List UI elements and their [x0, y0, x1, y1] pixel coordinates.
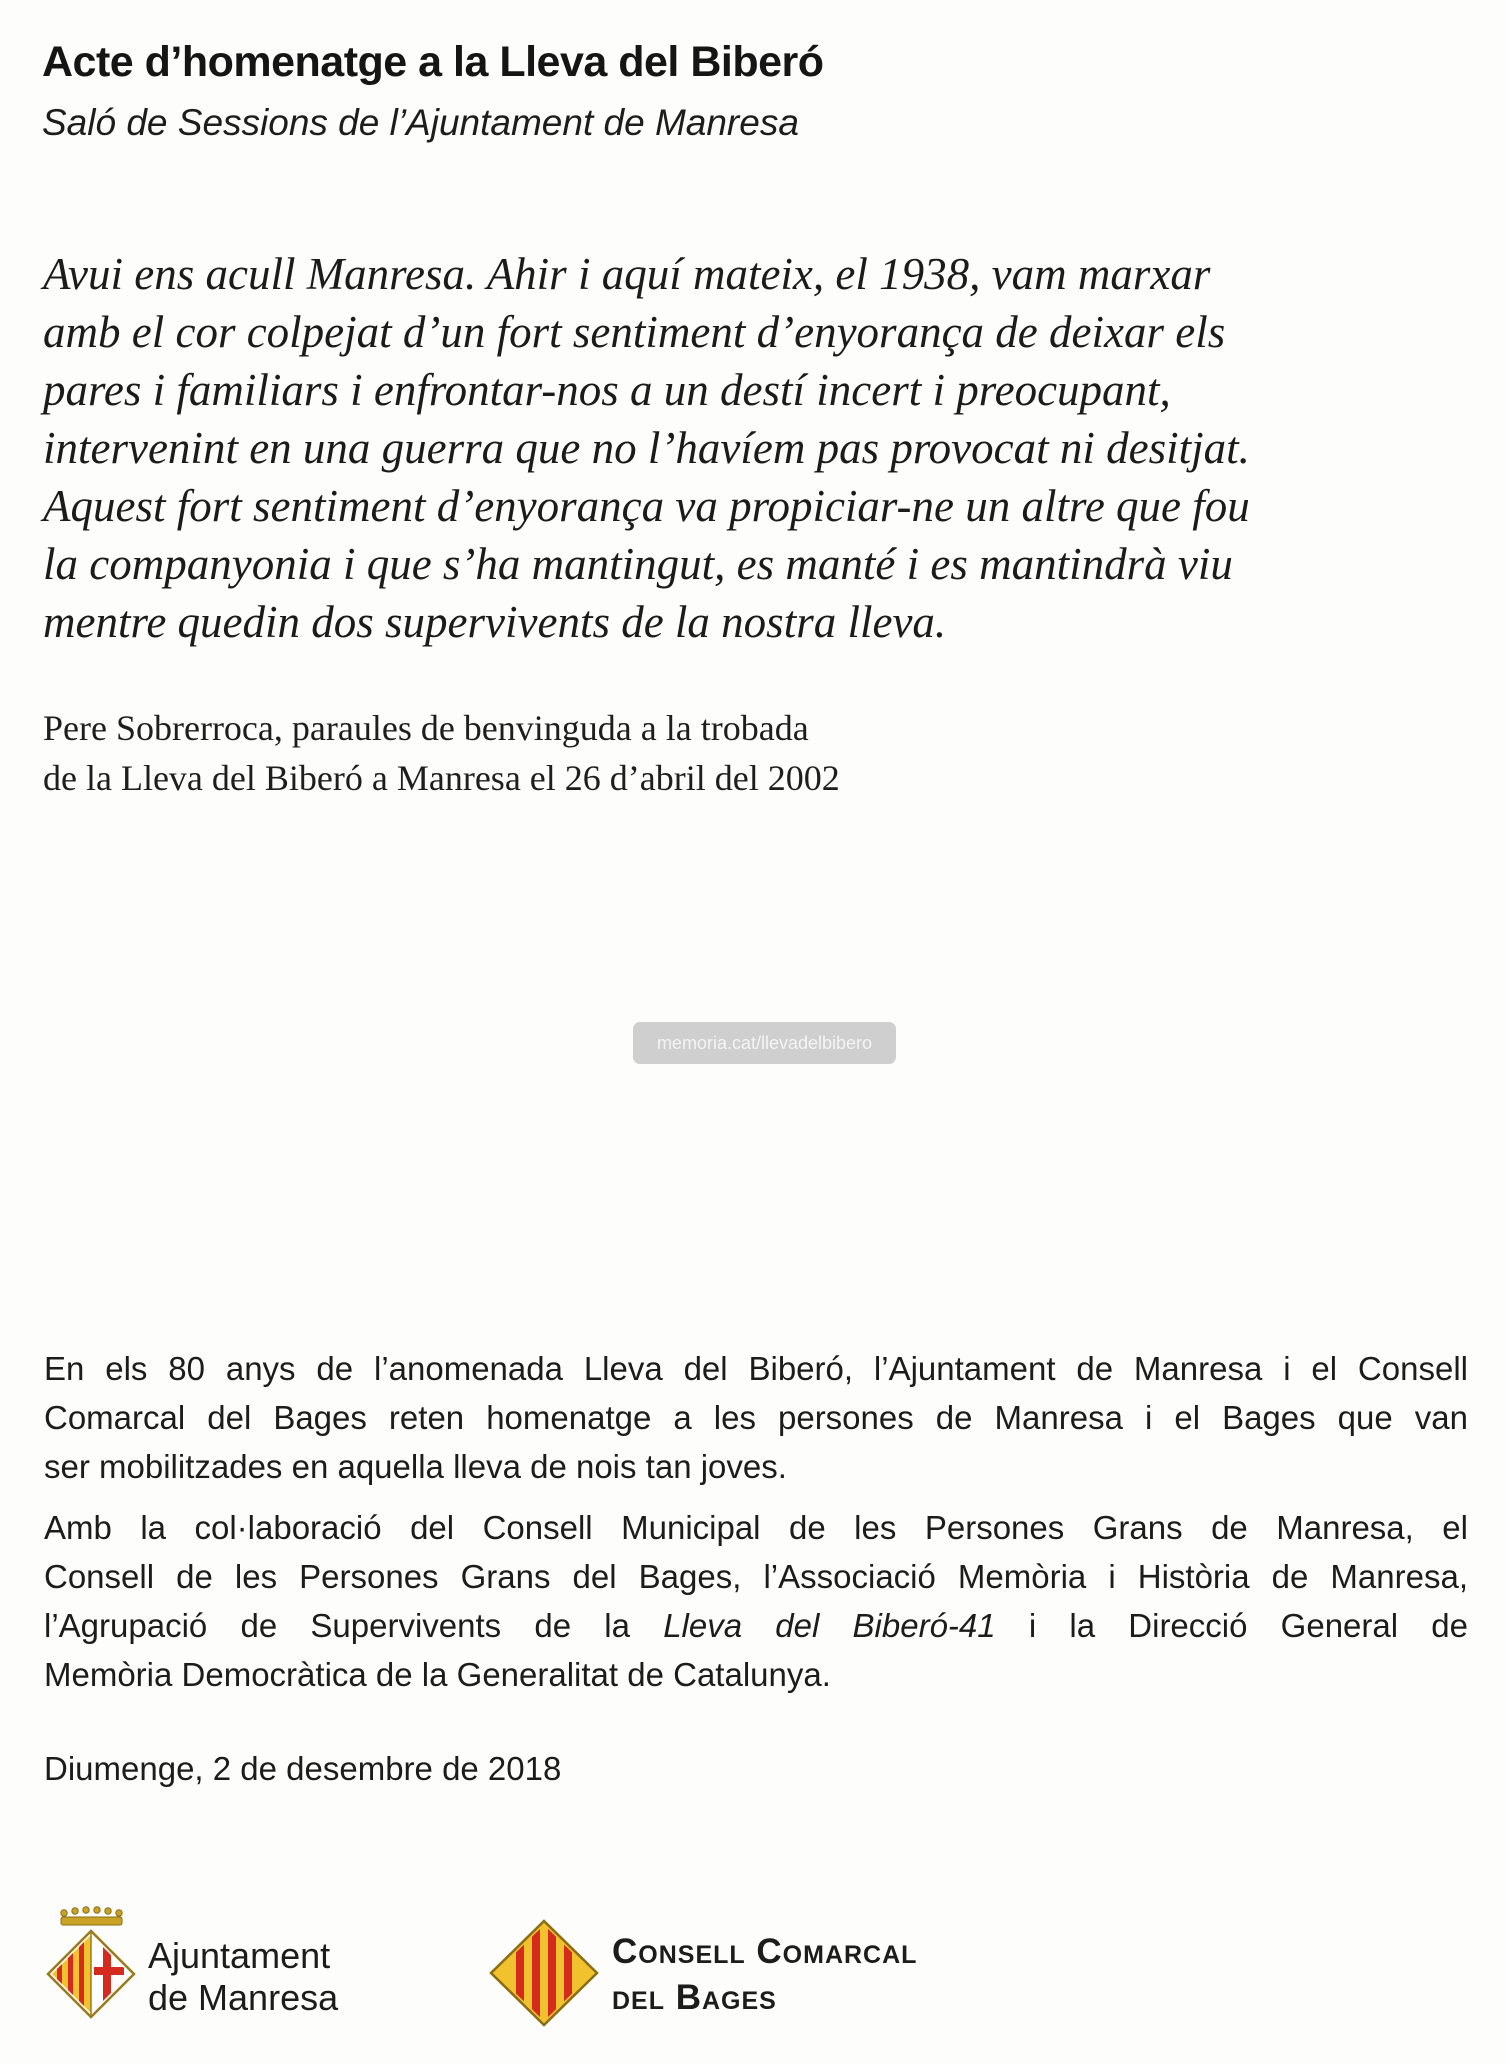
consell-logo-line2: del Bages [612, 1978, 777, 2017]
quote-line: intervenint en una guerra que no l’havíem pas provocat ni desitjat. [43, 423, 1250, 473]
lleva-name-italic: Lleva del Biberó-41 [663, 1607, 996, 1644]
watermark-url-badge[interactable]: memoria.cat/llevadelbibero [633, 1022, 896, 1064]
paragraph-collaboration [44, 1503, 1468, 1699]
bages-senyera-diamond-icon [488, 1918, 600, 2028]
quote-line: pares i familiars i enfrontar-nos a un destí incert i preocupant, [43, 365, 1171, 415]
ajuntament-manresa-logo [44, 1905, 374, 2030]
quote-block [43, 245, 1463, 651]
paragraph-text: i la Direcció General de [1028, 1607, 1468, 1644]
paragraph-line: Comarcal del Bages reten homenatge a les persones de Manresa i el Bages que van [44, 1399, 1468, 1436]
paragraph-line-mixed [44, 1601, 1468, 1650]
body-text [44, 1344, 1468, 1699]
document-subtitle: Saló de Sessions de l’Ajuntament de Manresa [42, 102, 799, 143]
paragraph-line: Memòria Democràtica de la Generalitat de Catalunya. [44, 1656, 831, 1693]
paragraph-line: Amb la col·laboració del Consell Municipal de les Persones Grans de Manresa, el [44, 1509, 1468, 1546]
quote-line: Aquest fort sentiment d’enyorança va propiciar-ne un altre que fou [43, 481, 1250, 531]
quote-attribution [43, 703, 840, 803]
quote-line: la companyonia i que s’ha mantingut, es manté i es mantindrà viu [43, 539, 1233, 589]
paragraph-text: l’Agrupació de Supervivents de la [44, 1607, 630, 1644]
quote-line: Avui ens acull Manresa. Ahir i aquí mateix, el 1938, vam marxar [43, 249, 1211, 299]
paragraph-line: ser mobilitzades en aquella lleva de nois tan joves. [44, 1448, 787, 1485]
ajuntament-logo-line1: Ajuntament [148, 1935, 331, 1976]
document-title: Acte d’homenatge a la Lleva del Biberó [42, 38, 824, 86]
attribution-line: de la Lleva del Biberó a Manresa el 26 d’abril del 2002 [43, 758, 840, 798]
manresa-coat-of-arms-icon [44, 1905, 139, 2030]
paragraph-homage [44, 1344, 1468, 1491]
consell-logo-line1: Consell Comarcal [612, 1932, 918, 1971]
quote-line: mentre quedin dos supervivents de la nostra lleva. [43, 597, 947, 647]
ajuntament-logo-line2: de Manresa [148, 1977, 339, 2018]
quote-line: amb el cor colpejat d’un fort sentiment d’enyorança de deixar els [43, 307, 1226, 357]
consell-comarcal-bages-logo [488, 1918, 968, 2028]
attribution-line: Pere Sobrerroca, paraules de benvinguda a la trobada [43, 708, 809, 748]
paragraph-line: Consell de les Persones Grans del Bages, l’Associació Memòria i Història de Manresa, [44, 1558, 1468, 1595]
event-date: Diumenge, 2 de desembre de 2018 [44, 1750, 562, 1787]
paragraph-line: En els 80 anys de l’anomenada Lleva del Biberó, l’Ajuntament de Manresa i el Consell [44, 1350, 1468, 1387]
